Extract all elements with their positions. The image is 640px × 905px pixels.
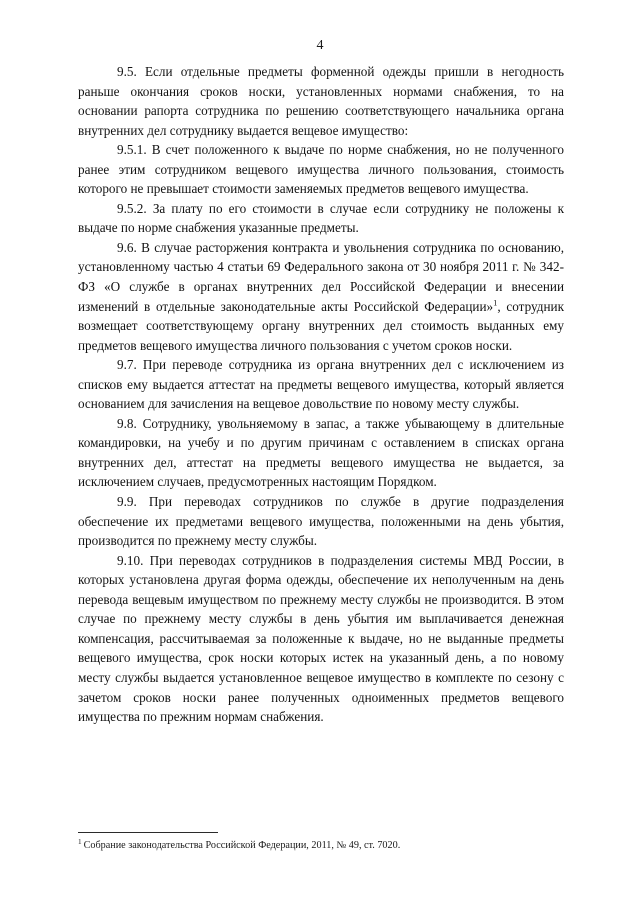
paragraph-9-7: 9.7. При переводе сотрудника из органа внутренних дел с исключением из списков ему выдается аттестат на предметы вещевого имущества, который является основанием для зачисления на вещевое довольствие по новому месту службы. [78, 357, 564, 412]
paragraph-9-8: 9.8. Сотруднику, увольняемому в запас, а также убывающему в длительные командировки, на учебу и по другим причинам с оставлением в списках органа внутренних дел, аттестат на предметы вещевого имущества не выдается, за исключением случаев, предусмотренных настоящим Порядком. [78, 415, 564, 490]
paragraph-9-5: 9.5. Если отдельные предметы форменной одежды пришли в негодность раньше окончания сроков носки, установленных нормами снабжения, то на основании рапорта сотрудника по решению соответствующего начальника органа внутренних дел сотруднику выдается вещевое имущество: [78, 64, 564, 138]
footnote-number: 1 [78, 837, 82, 846]
paragraph-9-6-text-after-footnote: , сотрудник возмещает соответствующему органу внутренних дел стоимость выданных ему предметов вещевого имущества личного пользования с учетом сроков носки. [78, 298, 564, 353]
footnote-text: Собрание законодательства Российской Федерации, 2011, № 49, ст. 7020. [83, 840, 401, 851]
footnote-area [78, 832, 564, 852]
paragraph-9-6-text-before-footnote: 9.6. В случае расторжения контракта и увольнения сотрудника по основанию, установленному частью 4 статьи 69 Федерального закона от 30 ноября 2011 г. № 342-ФЗ «О службе в органах внутренних дел Российской Федерации и внесении изменений в отдельные законодательные акты Российской Федерации» [78, 239, 564, 314]
footnote-reference-marker: 1 [493, 297, 498, 308]
paragraph-9-6 [78, 238, 564, 355]
paragraph-9-9: 9.9. При переводах сотрудников по службе в другие подразделения обеспечение их предметами вещевого имущества, положенными на день убытия, производится по прежнему месту службы. [78, 494, 564, 549]
paragraph-9-5-2: 9.5.2. За плату по его стоимости в случае если сотруднику не положены к выдаче по норме снабжения указанные предметы. [78, 200, 564, 236]
footnote-entry [78, 839, 564, 852]
page-number: 4 [316, 38, 324, 53]
paragraph-9-5-1: 9.5.1. В счет положенного к выдаче по норме снабжения, но не полученного ранее этим сотрудником вещевого имущества личного пользования, стоимость которого не превышает стоимости заменяемых предметов вещевого имущества. [78, 142, 564, 197]
footnote-separator-rule [78, 832, 218, 833]
paragraph-9-10: 9.10. При переводах сотрудников в подразделения системы МВД России, в которых установлена другая форма одежды, обеспечение их неполученным на день перевода вещевым имуществом по прежнему месту службы не производится. В этом случае по прежнему месту службы в день убытия им выплачивается денежная компенсация, рассчитываемая за положенные к выдаче, но не выданные предметы вещевого имущества, срок носки которых истек на указанный день, а по новому месту службы выдается установленное вещевое имущество в комплекте по сезону с зачетом сроков носки ранее полученных одноименных предметов вещевого имущества по прежним нормам снабжения. [78, 552, 564, 725]
document-body [78, 62, 564, 727]
